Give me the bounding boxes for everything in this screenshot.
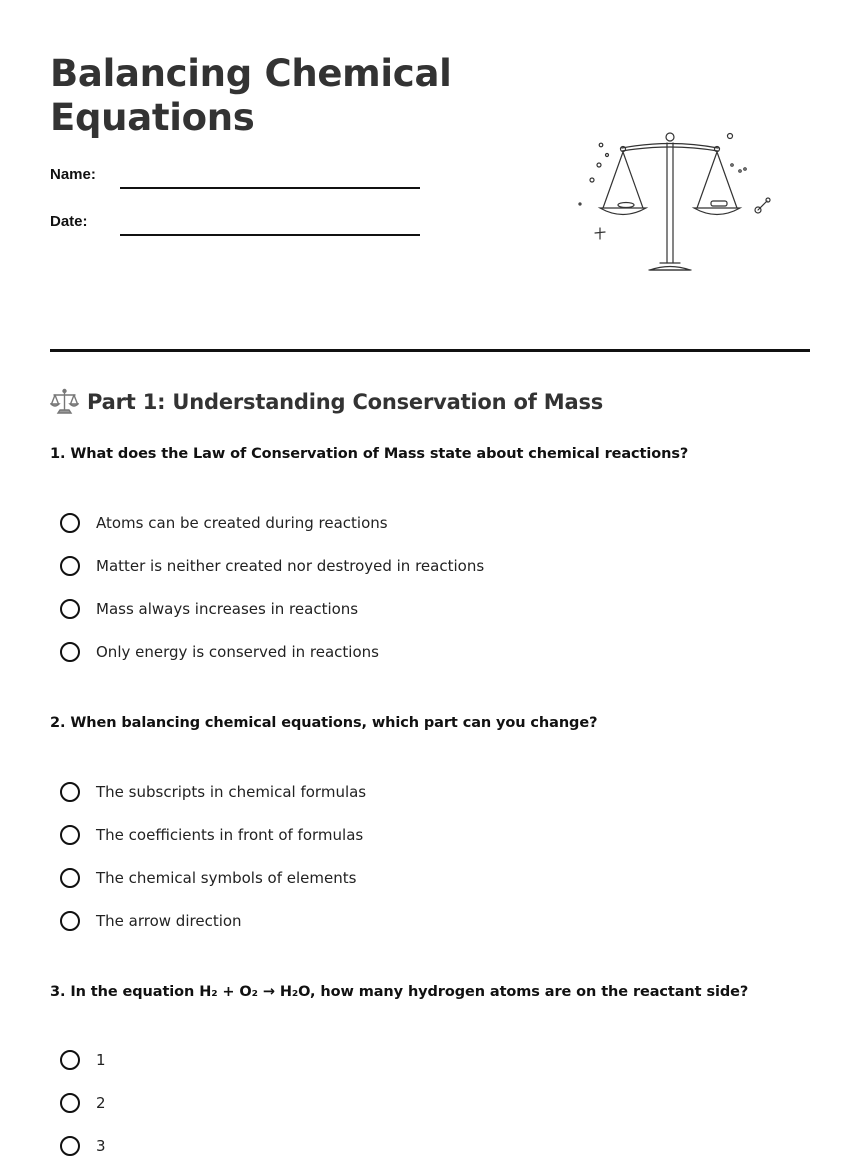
- option-label: 3: [96, 1137, 106, 1155]
- question-3: 3. In the equation H₂ + O₂ → H₂O, how many hydrogen atoms are on the reactant side?: [50, 984, 749, 1000]
- question-1-option-d[interactable]: [60, 639, 379, 665]
- option-label: The subscripts in chemical formulas: [96, 783, 367, 801]
- balance-scale-illustration: [570, 125, 780, 280]
- question-2-option-a[interactable]: [60, 779, 366, 805]
- question-1-option-b[interactable]: [60, 553, 484, 579]
- date-field[interactable]: [120, 234, 420, 236]
- radio-button[interactable]: [60, 868, 80, 888]
- name-label: Name:: [50, 166, 96, 183]
- option-label: 2: [96, 1094, 106, 1112]
- question-3-option-a[interactable]: [60, 1047, 106, 1073]
- radio-button[interactable]: [60, 1093, 80, 1113]
- question-1-option-a[interactable]: [60, 510, 388, 536]
- worksheet-title: Balancing Chemical Equations: [50, 52, 452, 139]
- radio-button[interactable]: [60, 911, 80, 931]
- question-2-option-b[interactable]: [60, 822, 363, 848]
- option-label: Mass always increases in reactions: [96, 600, 359, 618]
- question-2-option-c[interactable]: [60, 865, 356, 891]
- option-label: The coefficients in front of formulas: [96, 826, 364, 844]
- question-1: 1. What does the Law of Conservation of Mass state about chemical reactions?: [50, 446, 689, 462]
- option-label: Only energy is conserved in reactions: [96, 643, 379, 661]
- radio-button[interactable]: [60, 825, 80, 845]
- question-3-option-c[interactable]: [60, 1133, 106, 1159]
- option-label: Matter is neither created nor destroyed in reactions: [96, 557, 485, 575]
- radio-button[interactable]: [60, 556, 80, 576]
- balance-scale-icon: [50, 388, 79, 416]
- question-3-option-b[interactable]: [60, 1090, 106, 1116]
- option-label: 1: [96, 1051, 106, 1069]
- radio-button[interactable]: [60, 642, 80, 662]
- radio-button[interactable]: [60, 513, 80, 533]
- section-title: Part 1: Understanding Conservation of Mass: [87, 390, 604, 414]
- question-2: 2. When balancing chemical equations, which part can you change?: [50, 715, 598, 731]
- name-field[interactable]: [120, 187, 420, 189]
- question-2-option-d[interactable]: [60, 908, 242, 934]
- section-header: [50, 388, 603, 416]
- date-label: Date:: [50, 213, 88, 230]
- radio-button[interactable]: [60, 599, 80, 619]
- radio-button[interactable]: [60, 782, 80, 802]
- radio-button[interactable]: [60, 1136, 80, 1156]
- question-1-option-c[interactable]: [60, 596, 358, 622]
- section-divider: [50, 349, 810, 352]
- option-label: The arrow direction: [96, 912, 242, 930]
- radio-button[interactable]: [60, 1050, 80, 1070]
- option-label: The chemical symbols of elements: [96, 869, 357, 887]
- option-label: Atoms can be created during reactions: [96, 514, 388, 532]
